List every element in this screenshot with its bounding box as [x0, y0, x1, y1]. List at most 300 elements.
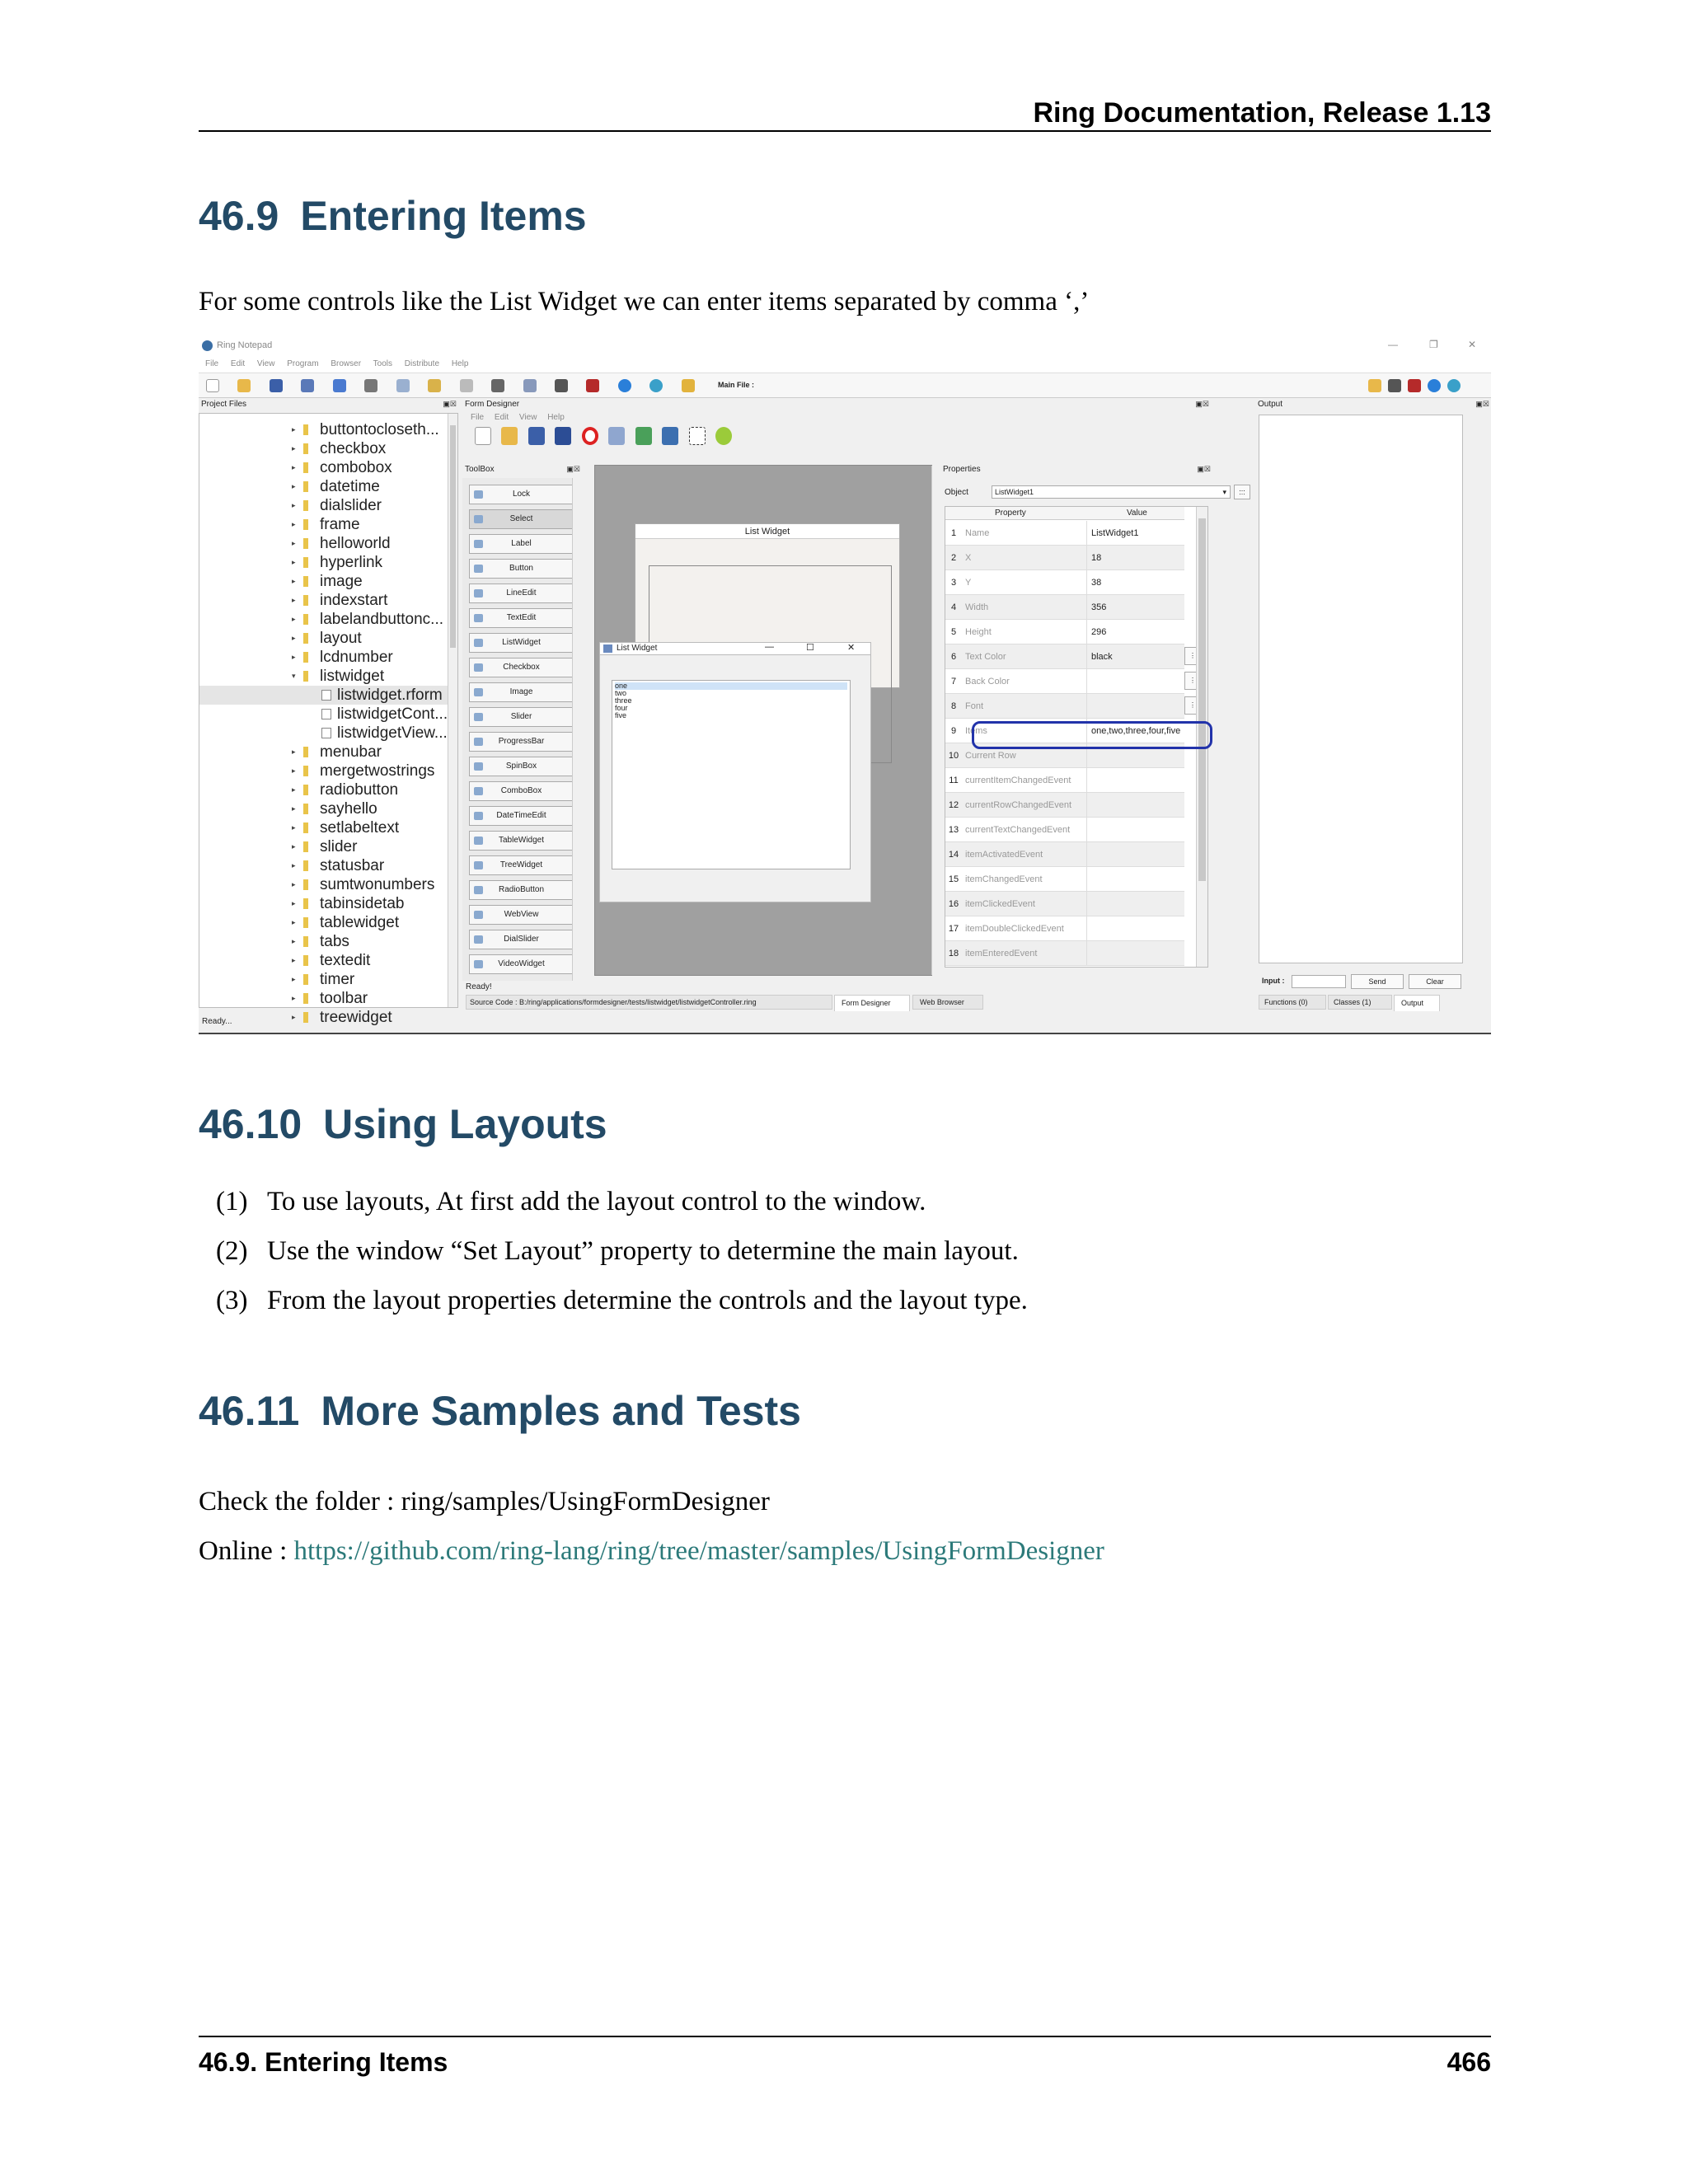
property-name: currentItemChangedEvent: [964, 768, 1087, 793]
chevron-right-icon[interactable]: ▸: [292, 634, 296, 642]
fd-menubar: [471, 413, 565, 422]
toolbox-button[interactable]: [469, 757, 574, 776]
property-value[interactable]: one,two,three,four,five: [1091, 726, 1181, 736]
control-icon: [474, 911, 483, 919]
toolbox-button[interactable]: [469, 880, 574, 900]
tree-item[interactable]: [199, 420, 457, 439]
property-name: Height: [964, 620, 1087, 644]
chevron-right-icon[interactable]: ▸: [292, 1013, 296, 1021]
control-icon: [474, 663, 483, 672]
property-number: 3: [950, 578, 957, 588]
property-value[interactable]: 356: [1091, 602, 1107, 612]
fd-bring-front-icon[interactable]: [635, 427, 652, 445]
tree-item[interactable]: [199, 989, 457, 1008]
property-row[interactable]: [945, 916, 1184, 941]
tree-item-label: tabinsidetab: [320, 895, 405, 912]
toolbox-button[interactable]: [469, 485, 574, 504]
property-row[interactable]: [945, 867, 1184, 892]
tree-scrollbar-thumb[interactable]: [450, 425, 456, 648]
toolbox-button[interactable]: [469, 905, 574, 925]
toolbox-button[interactable]: [469, 732, 574, 752]
folder-icon: [303, 576, 308, 587]
font-icon[interactable]: [460, 379, 473, 392]
run-icon[interactable]: [618, 379, 631, 392]
tree-item-label: buttontocloseth...: [320, 421, 439, 438]
tab-classes[interactable]: Classes (1): [1328, 995, 1392, 1010]
tree-item[interactable]: [199, 724, 457, 743]
online-prefix: Online :: [199, 1536, 294, 1566]
tree-item[interactable]: [199, 629, 457, 648]
step-text: To use layouts, At first add the layout control to the window.: [267, 1187, 926, 1216]
open-folder-icon[interactable]: [237, 379, 251, 392]
toolbox-button[interactable]: [469, 583, 574, 603]
tree-item[interactable]: [199, 534, 457, 553]
toolbox-button[interactable]: [469, 806, 574, 826]
cut-icon[interactable]: [364, 379, 377, 392]
control-icon: [474, 787, 483, 795]
property-value[interactable]: ListWidget1: [1091, 528, 1139, 538]
control-icon: [474, 812, 483, 820]
output-title: Output: [1258, 400, 1283, 409]
toolbox-button[interactable]: [469, 707, 574, 727]
object-more-button[interactable]: :::: [1234, 485, 1250, 499]
window-icon[interactable]: [555, 379, 568, 392]
property-value[interactable]: 18: [1091, 553, 1102, 563]
step-number: (2): [216, 1236, 248, 1266]
folder-icon: [303, 993, 308, 1004]
tree-item[interactable]: [199, 875, 457, 894]
save-as-icon[interactable]: [301, 379, 314, 392]
menu-file[interactable]: File: [205, 359, 219, 368]
property-row[interactable]: [945, 768, 1184, 793]
chevron-right-icon[interactable]: ▸: [292, 501, 296, 509]
preview-listwidget[interactable]: [612, 680, 851, 869]
section-number: 46.11: [199, 1388, 300, 1434]
control-icon: [474, 861, 483, 869]
paste-icon[interactable]: [428, 379, 441, 392]
tree-item-label: listwidgetCont...: [337, 705, 448, 723]
fd-menu-file[interactable]: File: [471, 413, 485, 422]
run-icon-right[interactable]: [1428, 379, 1441, 392]
chevron-right-icon[interactable]: ▸: [292, 880, 296, 888]
fd-run-icon[interactable]: [715, 427, 732, 445]
close-icon[interactable]: ✕: [1468, 339, 1477, 350]
chevron-right-icon[interactable]: ▸: [292, 766, 296, 775]
toolbox-button[interactable]: [469, 658, 574, 677]
tree-item[interactable]: [199, 799, 457, 818]
toolbox-button-label: Slider: [510, 712, 532, 721]
toolbox-button-label: DialSlider: [504, 935, 539, 944]
toolbox-button-label: TreeWidget: [499, 860, 543, 869]
folder-icon: [303, 747, 308, 757]
tree-item[interactable]: [199, 667, 457, 686]
property-number: 1: [950, 528, 957, 538]
toolbox-button[interactable]: [469, 608, 574, 628]
panel-float-close-icon[interactable]: ▣☒: [1195, 400, 1209, 408]
properties-title-bar: [940, 465, 1212, 478]
bottom-tab-bar: [466, 995, 1207, 1010]
web-icon-right[interactable]: [1447, 379, 1461, 392]
chevron-right-icon[interactable]: ▸: [292, 653, 296, 661]
property-row[interactable]: [945, 669, 1196, 694]
toolbox-button[interactable]: [469, 633, 574, 653]
property-name: Text Color: [964, 644, 1087, 669]
property-editor-button[interactable]: ⋮: [1184, 696, 1201, 715]
chevron-down-icon: ▾: [1222, 488, 1226, 496]
main-menubar: [199, 357, 1491, 373]
property-value[interactable]: 38: [1091, 578, 1102, 588]
panel-float-close-icon[interactable]: ▣☒: [1475, 400, 1489, 408]
toolbox-button[interactable]: [469, 509, 574, 529]
toolbox-button-label: ListWidget: [502, 638, 541, 647]
chevron-right-icon[interactable]: ▸: [292, 823, 296, 832]
folder-icon: [303, 785, 308, 795]
fd-menu-help[interactable]: Help: [547, 413, 565, 422]
tree-item[interactable]: [199, 648, 457, 667]
tree-item-label: listwidget.rform: [337, 687, 443, 704]
object-select-value: ListWidget1: [995, 488, 1034, 496]
new-file-icon[interactable]: [206, 379, 219, 392]
chevron-right-icon[interactable]: ▸: [292, 994, 296, 1002]
folder-icon: [303, 974, 308, 985]
samples-link[interactable]: https://github.com/ring-lang/ring/tree/master/samples/UsingFormDesigner: [293, 1536, 1104, 1566]
toolbox-button-label: LineEdit: [506, 588, 537, 598]
folder-paragraph: Check the folder : ring/samples/UsingFormDesigner: [199, 1487, 770, 1516]
tree-item[interactable]: [199, 458, 457, 477]
fd-status: Ready!: [466, 982, 492, 991]
tree-item[interactable]: [199, 610, 457, 629]
tree-item[interactable]: [199, 439, 457, 458]
property-number: 6: [950, 652, 957, 662]
menu-tools[interactable]: Tools: [373, 359, 392, 368]
undo-icon[interactable]: [333, 379, 346, 392]
tree-item[interactable]: [199, 477, 457, 496]
tab-source-code[interactable]: Source Code : B:/ring/applications/formdesigner/tests/listwidget/listwidgetController.ring: [466, 995, 832, 1010]
tree-item[interactable]: [199, 970, 457, 989]
fd-open-icon[interactable]: [501, 427, 518, 445]
toolbox-scrollbar[interactable]: [572, 478, 582, 981]
open-folder-icon-right[interactable]: [1368, 379, 1381, 392]
property-name: itemDoubleClickedEvent: [964, 916, 1087, 941]
toolbox-title: ToolBox: [465, 465, 495, 474]
tree-item[interactable]: [199, 856, 457, 875]
chevron-right-icon[interactable]: ▸: [292, 918, 296, 926]
tab-web-browser[interactable]: Web Browser: [912, 995, 983, 1010]
tree-scrollbar[interactable]: [448, 414, 457, 1007]
control-icon: [474, 540, 483, 548]
step-number: (1): [216, 1187, 248, 1216]
property-number: 12: [948, 800, 959, 810]
menu-browser[interactable]: Browser: [331, 359, 362, 368]
control-icon: [474, 688, 483, 696]
list-item: [216, 1286, 1028, 1335]
property-number: 2: [950, 553, 957, 563]
toolbox-button-label: Checkbox: [503, 663, 540, 672]
tree-item[interactable]: [199, 686, 457, 705]
folder-icon: [303, 595, 308, 606]
chevron-right-icon[interactable]: ▸: [292, 975, 296, 983]
ring-logo-icon: [202, 340, 213, 351]
input-field[interactable]: [1292, 975, 1346, 988]
tree-item-label: labelandbuttonc...: [320, 611, 444, 628]
control-icon: [474, 935, 483, 944]
chevron-right-icon[interactable]: ▸: [292, 956, 296, 964]
panel-float-close-icon[interactable]: ▣☒: [566, 465, 580, 473]
folder-icon: [303, 538, 308, 549]
property-number: 4: [950, 602, 957, 612]
copy-icon[interactable]: [396, 379, 410, 392]
toolbox-button[interactable]: [469, 930, 574, 949]
tab-form-designer[interactable]: Form Designer: [834, 995, 910, 1011]
chevron-right-icon[interactable]: ▸: [292, 842, 296, 851]
chevron-right-icon[interactable]: ▸: [292, 615, 296, 623]
tree-item[interactable]: [199, 762, 457, 780]
tree-item[interactable]: [199, 780, 457, 799]
minimize-icon[interactable]: —: [1388, 339, 1398, 350]
tree-item[interactable]: [199, 591, 457, 610]
list-item[interactable]: five: [615, 711, 627, 719]
tree-item-label: hyperlink: [320, 554, 383, 571]
fd-menu-view[interactable]: View: [518, 413, 537, 422]
property-row[interactable]: [945, 941, 1184, 966]
chevron-right-icon[interactable]: ▸: [292, 425, 296, 434]
toolbox-button[interactable]: [469, 954, 574, 974]
toolbox-button-label: Lock: [512, 490, 531, 499]
property-name: Current Row: [964, 743, 1087, 768]
fd-exit-icon[interactable]: [582, 427, 598, 445]
chevron-right-icon[interactable]: ▸: [292, 444, 296, 452]
folder-icon: [303, 500, 308, 511]
restore-icon[interactable]: ❐: [1429, 339, 1438, 350]
window-titlebar: [199, 335, 1491, 357]
chevron-right-icon[interactable]: ▸: [292, 520, 296, 528]
toolbox-button-label: Select: [509, 514, 533, 523]
section-heading-46-9: [199, 192, 587, 240]
tree-item[interactable]: [199, 743, 457, 762]
send-button[interactable]: Send: [1351, 974, 1404, 989]
input-label: Input :: [1262, 977, 1285, 985]
tab-output[interactable]: Output: [1394, 995, 1440, 1011]
print-icon[interactable]: [523, 379, 537, 392]
property-number: 18: [948, 949, 959, 958]
property-row[interactable]: [945, 818, 1184, 842]
form-designer-title: Form Designer: [465, 400, 520, 409]
clear-button[interactable]: Clear: [1409, 974, 1461, 989]
debug-icon[interactable]: [586, 379, 599, 392]
fd-toolbar: [475, 427, 738, 448]
chevron-right-icon[interactable]: ▸: [292, 558, 296, 566]
folder-icon[interactable]: [682, 379, 695, 392]
fd-delete-icon[interactable]: [662, 427, 678, 445]
preview-window-titlebar: [599, 642, 871, 655]
window-icon-right[interactable]: [1388, 379, 1401, 392]
property-row[interactable]: [945, 842, 1184, 867]
output-textarea[interactable]: [1259, 415, 1463, 963]
control-icon: [474, 589, 483, 598]
menu-edit[interactable]: Edit: [230, 359, 246, 368]
property-name: Back Color: [964, 669, 1087, 694]
chevron-right-icon[interactable]: ▸: [292, 937, 296, 945]
tree-item[interactable]: [199, 572, 457, 591]
control-icon: [474, 639, 483, 647]
chevron-right-icon[interactable]: ▸: [292, 539, 296, 547]
property-row[interactable]: [945, 521, 1184, 546]
property-row[interactable]: [945, 546, 1184, 570]
toolbox-button-label: ProgressBar: [498, 737, 545, 746]
chevron-down-icon[interactable]: ▾: [292, 672, 296, 680]
properties-scrollbar-thumb[interactable]: [1198, 518, 1206, 881]
tree-item-label: helloworld: [320, 535, 391, 552]
preview-minimize-icon[interactable]: —: [765, 642, 774, 652]
tree-item[interactable]: [199, 913, 457, 932]
panel-float-close-icon[interactable]: ▣☒: [443, 400, 457, 408]
canvas-vscroll[interactable]: [931, 466, 943, 975]
chevron-right-icon[interactable]: ▸: [292, 482, 296, 490]
tree-item[interactable]: [199, 932, 457, 951]
toolbox-panel: [462, 478, 582, 981]
property-value[interactable]: 296: [1091, 627, 1107, 637]
chevron-right-icon[interactable]: ▸: [292, 596, 296, 604]
debug-icon-right[interactable]: [1408, 379, 1421, 392]
property-row[interactable]: [945, 793, 1184, 818]
folder-icon: [303, 481, 308, 492]
tree-item-label: textedit: [320, 952, 371, 969]
fd-save-as-icon[interactable]: [555, 427, 571, 445]
property-row[interactable]: [945, 620, 1184, 644]
design-window-title: List Widget: [635, 524, 899, 539]
folder-icon: [303, 955, 308, 966]
tree-item[interactable]: [199, 496, 457, 515]
section-number: 46.9: [199, 193, 279, 239]
toolbox-button-label: ComboBox: [500, 786, 542, 795]
tree-item[interactable]: [199, 837, 457, 856]
property-value[interactable]: black: [1091, 652, 1113, 662]
column-header-property: Property: [995, 509, 1026, 518]
toolbox-button[interactable]: [469, 855, 574, 875]
panel-float-close-icon[interactable]: ▣☒: [1197, 465, 1211, 473]
fd-save-icon[interactable]: [528, 427, 545, 445]
tree-item[interactable]: [199, 515, 457, 534]
toolbox-button[interactable]: [469, 559, 574, 579]
fd-new-icon[interactable]: [475, 427, 491, 445]
fd-select-objects-icon[interactable]: [689, 427, 706, 445]
chevron-right-icon[interactable]: ▸: [292, 804, 296, 813]
tree-item[interactable]: [199, 1008, 457, 1027]
control-icon: [474, 960, 483, 968]
tree-item-label: slider: [320, 838, 358, 855]
web-icon[interactable]: [649, 379, 663, 392]
fd-menu-edit[interactable]: Edit: [494, 413, 509, 422]
menu-distribute[interactable]: Distribute: [404, 359, 440, 368]
toolbox-button[interactable]: [469, 831, 574, 851]
chevron-right-icon[interactable]: ▸: [292, 861, 296, 869]
tree-item[interactable]: [199, 553, 457, 572]
tree-item[interactable]: [199, 951, 457, 970]
list-item[interactable]: four: [615, 704, 628, 712]
toolbox-button-label: TableWidget: [498, 836, 545, 845]
property-name: currentRowChangedEvent: [964, 793, 1087, 818]
property-name: itemChangedEvent: [964, 867, 1087, 892]
folder-icon: [303, 898, 308, 909]
toolbox-button-label: WebView: [504, 910, 539, 919]
folder-icon: [303, 860, 308, 871]
toolbox-button[interactable]: [469, 781, 574, 801]
section-heading-46-11: [199, 1387, 801, 1435]
menu-help[interactable]: Help: [451, 359, 469, 368]
tree-item[interactable]: [199, 894, 457, 913]
chevron-right-icon[interactable]: ▸: [292, 463, 296, 471]
toolbox-title-bar: [462, 465, 582, 478]
file-icon: [321, 728, 331, 738]
property-editor-button[interactable]: ⋮: [1184, 647, 1201, 665]
status-ready: Ready...: [202, 1017, 232, 1026]
footer-section: 46.9. Entering Items: [199, 2047, 448, 2077]
menu-view[interactable]: View: [256, 359, 275, 368]
tree-item-label: mergetwostrings: [320, 762, 435, 780]
save-icon[interactable]: [270, 379, 283, 392]
property-row[interactable]: [945, 595, 1184, 620]
tree-item-label: lcdnumber: [320, 649, 393, 666]
list-item[interactable]: one: [615, 682, 847, 690]
doc-title: Ring Documentation, Release 1.13: [1033, 97, 1491, 129]
chevron-right-icon[interactable]: ▸: [292, 577, 296, 585]
list-item[interactable]: two: [615, 689, 627, 697]
toolbox-button-label: SpinBox: [505, 762, 537, 771]
property-row[interactable]: [945, 694, 1196, 719]
tree-item-label: indexstart: [320, 592, 388, 609]
property-name: Items: [964, 719, 1087, 743]
toolbox-button-label: VideoWidget: [498, 959, 545, 968]
tree-item-label: menubar: [320, 743, 382, 761]
property-row[interactable]: [945, 644, 1196, 669]
pen-icon[interactable]: [491, 379, 504, 392]
list-item: [216, 1236, 1028, 1286]
tab-functions[interactable]: Functions (0): [1259, 995, 1326, 1010]
tree-item-label: listwidget: [320, 668, 385, 685]
property-editor-button[interactable]: ⋮: [1184, 672, 1201, 690]
tree-item-label: image: [320, 573, 363, 590]
property-number: 8: [950, 701, 957, 711]
list-item: [216, 1187, 1028, 1236]
property-number: 10: [948, 751, 959, 761]
fd-duplicate-icon[interactable]: [608, 427, 625, 445]
list-item[interactable]: three: [615, 696, 632, 705]
toolbox-button-label: Button: [509, 564, 533, 573]
ring-notepad-screenshot: [199, 335, 1491, 1034]
toolbox-button[interactable]: [469, 534, 574, 554]
section-title: Using Layouts: [323, 1101, 607, 1147]
toolbox-button[interactable]: [469, 682, 574, 702]
preview-close-icon[interactable]: ✕: [847, 643, 856, 653]
property-row[interactable]: [945, 892, 1184, 916]
chevron-right-icon[interactable]: ▸: [292, 785, 296, 794]
tree-item[interactable]: [199, 705, 457, 724]
tree-item-label: treewidget: [320, 1009, 392, 1026]
project-files-title-bar: [199, 400, 458, 413]
preview-maximize-icon[interactable]: ☐: [806, 643, 814, 653]
step-text: From the layout properties determine the controls and the layout type.: [267, 1286, 1028, 1315]
object-select[interactable]: [992, 485, 1231, 499]
property-name: X: [964, 546, 1087, 570]
tree-item-label: timer: [320, 971, 355, 988]
tree-item[interactable]: [199, 818, 457, 837]
property-number: 15: [948, 874, 959, 884]
menu-program[interactable]: Program: [287, 359, 319, 368]
property-row[interactable]: [945, 570, 1184, 595]
page-number: 466: [1447, 2047, 1491, 2077]
chevron-right-icon[interactable]: ▸: [292, 899, 296, 907]
chevron-right-icon[interactable]: ▸: [292, 748, 296, 756]
